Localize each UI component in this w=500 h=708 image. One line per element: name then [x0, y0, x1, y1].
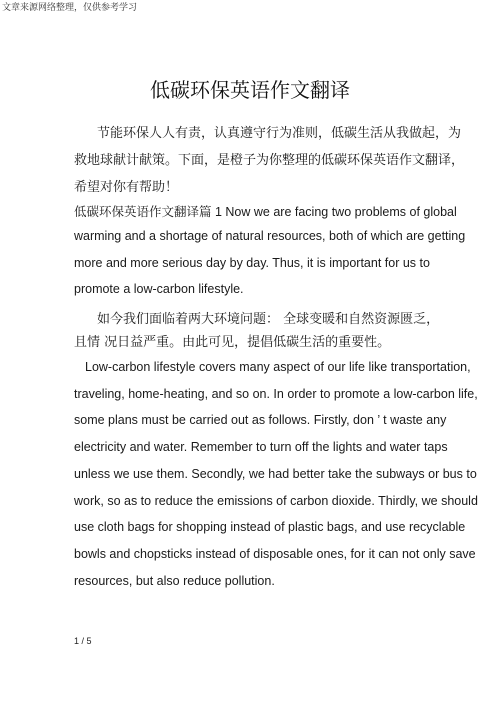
essay-line: use cloth bags for shopping instead of plastic bags, and use recyclable: [74, 520, 466, 534]
translation-line: 如今我们面临着两大环境问题： 全球变暖和自然资源匮乏，: [97, 312, 440, 327]
essay-line: warming and a shortage of natural resources, both of which are getting: [74, 229, 466, 243]
essay-line: some plans must be carried out as follows. Firstly, don ’ t waste any: [74, 413, 447, 427]
intro-line: 节能环保人人有责，认真遵守行为准则，低碳生活从我做起，为: [97, 126, 462, 141]
essay-line: traveling, home-heating, and so on. In order to promote a low-carbon life,: [74, 387, 478, 401]
essay-line: unless we use them. Secondly, we had better take the subways or bus to: [74, 467, 477, 481]
intro-line: 希望对你有帮助！: [74, 180, 179, 195]
page-title: 低碳环保英语作文翻译: [150, 78, 350, 102]
essay-line: promote a low-carbon lifestyle.: [74, 282, 244, 296]
essay-line: work, so as to reduce the emissions of carbon dioxide. Thirdly, we should: [74, 494, 478, 508]
essay-line: 低碳环保英语作文翻译篇 1 Now we are facing two problems of global: [74, 205, 457, 219]
essay-line: resources, but also reduce pollution.: [74, 574, 275, 588]
essay-line: more and more serious day by day. Thus, it is important for us to: [74, 256, 430, 270]
translation-line: 且情 况日益严重。由此可见，提倡低碳生活的重要性。: [74, 335, 391, 350]
source-note: 文章来源网络整理，仅供参考学习: [2, 3, 138, 13]
essay-line: Low-carbon lifestyle covers many aspect of our life like transportation,: [85, 360, 471, 374]
page-number: 1 / 5: [74, 636, 92, 646]
essay-line: bowls and chopsticks instead of disposable ones, for it can not only save: [74, 547, 476, 561]
essay-line: electricity and water. Remember to turn off the lights and water taps: [74, 440, 448, 454]
intro-line: 救地球献计献策。下面，是橙子为你整理的低碳环保英语作文翻译，: [74, 153, 465, 168]
